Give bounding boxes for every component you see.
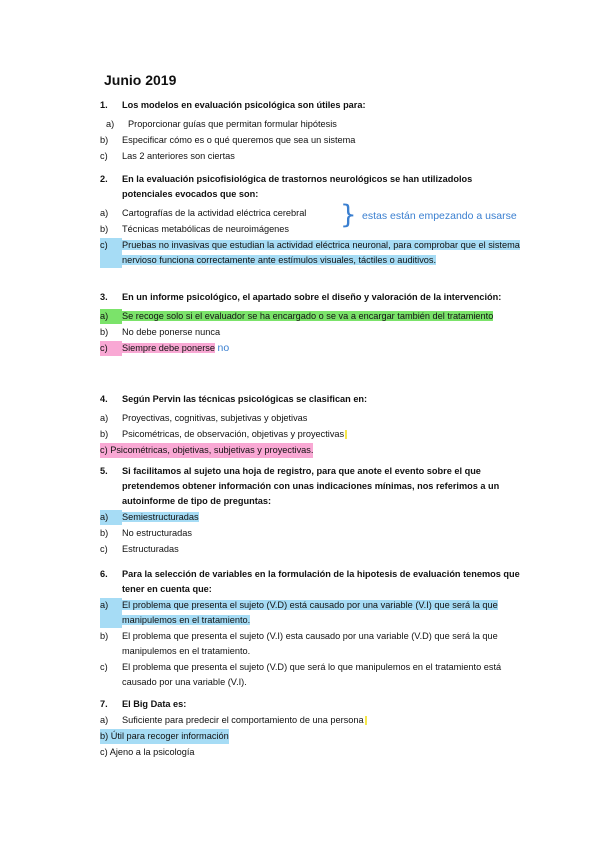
option-b: b) Técnicas metabólicas de neuroimágenes [100, 224, 289, 234]
question-number: 7. [100, 699, 108, 709]
highlight-mark [345, 430, 347, 439]
option-b: b) Psicométricas, de observación, objetivas y proyectivas [100, 427, 520, 442]
option-a: a) Semiestructuradas [100, 510, 520, 525]
option-c: c) Siempre debe ponerse no [100, 342, 230, 354]
question-text: Para la selección de variables en la formulación de la hipotesis de evaluación tenemos que tener en cuenta que: [122, 569, 520, 594]
option-a: a) Proyectivas, cognitivas, subjetivas y objetivas [100, 413, 308, 423]
option-a: a) Cartografías de la actividad eléctrica cerebral [100, 208, 307, 218]
highlighted-answer: Se recoge solo si el evaluador se ha encargado o se va a encargar también del tratamiento [122, 311, 494, 321]
question-number: 3. [100, 292, 108, 302]
option-a: a) El problema que presenta el sujeto (V.D) está causado por una variable (V.I) que será la que manipulemos en el tratamiento. [100, 598, 520, 628]
question-text: Si facilitamos al sujeto una hoja de registro, para que anote el evento sobre el que pretendemos obtener información con unas indicaciones mínimas, nos referimos a un autoinforme de tipo de preguntas: [122, 466, 500, 506]
question-number: 6. [100, 569, 108, 579]
option-b: b) No debe ponerse nunca [100, 327, 221, 337]
brace-annotation: } [340, 200, 357, 230]
question-text: Según Pervin las técnicas psicológicas se clasifican en: [122, 394, 368, 404]
option-a: a) Suficiente para predecir el comportamiento de una persona [100, 713, 520, 728]
question-3 [100, 290, 520, 356]
option-c: c) Las 2 anteriores son ciertas [100, 151, 235, 161]
question-text: Los modelos en evaluación psicológica son útiles para: [122, 100, 366, 110]
option-b: b) Especificar cómo es o qué queremos que sea un sistema [100, 135, 356, 145]
question-text: El Big Data es: [122, 699, 187, 709]
option-b: b) No estructuradas [100, 528, 192, 538]
highlighted-wrong-answer: Siempre debe ponerse [122, 343, 215, 353]
question-number: 5. [100, 466, 108, 476]
page-title: Junio 2019 [104, 72, 177, 88]
question-6 [100, 567, 520, 690]
question-number: 1. [100, 100, 108, 110]
question-4 [100, 392, 520, 458]
highlighted-answer: c) Psicométricas, objetivas, subjetivas y proyectivas. [100, 443, 313, 458]
option-c: c) Estructuradas [100, 544, 179, 554]
option-b [100, 729, 520, 744]
option-a: a) Proporcionar guías que permitan formular hipótesis [106, 119, 337, 129]
handwritten-note: estas están empezando a usarse [362, 210, 517, 222]
option-a: a) Se recoge solo si el evaluador se ha encargado o se va a encargar también del tratamiento [100, 309, 520, 324]
option-c: c) Ajeno a la psicología [100, 747, 195, 757]
highlighted-answer: Pruebas no invasivas que estudian la actividad eléctrica neuronal, para comprobar que el sistema nervioso funciona correctamente ante estímulos visuales, táctiles o auditivos. [122, 240, 520, 265]
option-c: c) El problema que presenta el sujeto (V.D) que será lo que manipulemos en el tratamiento está causado por una variable (V.I). [100, 662, 502, 687]
option-b: b) El problema que presenta el sujeto (V.I) esta causado por una variable (V.D) que será la que manipulemos en el tratamiento. [100, 631, 498, 656]
question-number: 4. [100, 394, 108, 404]
highlighted-answer: El problema que presenta el sujeto (V.D) está causado por una variable (V.I) que será la que manipulemos en el tratamiento. [122, 600, 498, 625]
question-7 [100, 697, 520, 760]
question-text: En un informe psicológico, el apartado sobre el diseño y valoración de la intervención: [122, 292, 502, 302]
question-text: En la evaluación psicofisiológica de trastornos neurológicos se han utilizadolos potenciales evocados que son: [122, 174, 473, 199]
highlight-mark [365, 716, 367, 725]
handwritten-note: no [217, 342, 230, 354]
highlighted-answer: Semiestructuradas [122, 512, 199, 522]
question-5 [100, 464, 520, 557]
question-1 [100, 98, 520, 164]
question-number: 2. [100, 174, 108, 184]
highlighted-answer: b) Útil para recoger información [100, 729, 229, 744]
option-c [100, 443, 520, 458]
option-c: c) Pruebas no invasivas que estudian la actividad eléctrica neuronal, para comprobar que el sistema nervioso funciona correctamente ante estímulos visuales, táctiles o auditivos. [100, 238, 520, 268]
